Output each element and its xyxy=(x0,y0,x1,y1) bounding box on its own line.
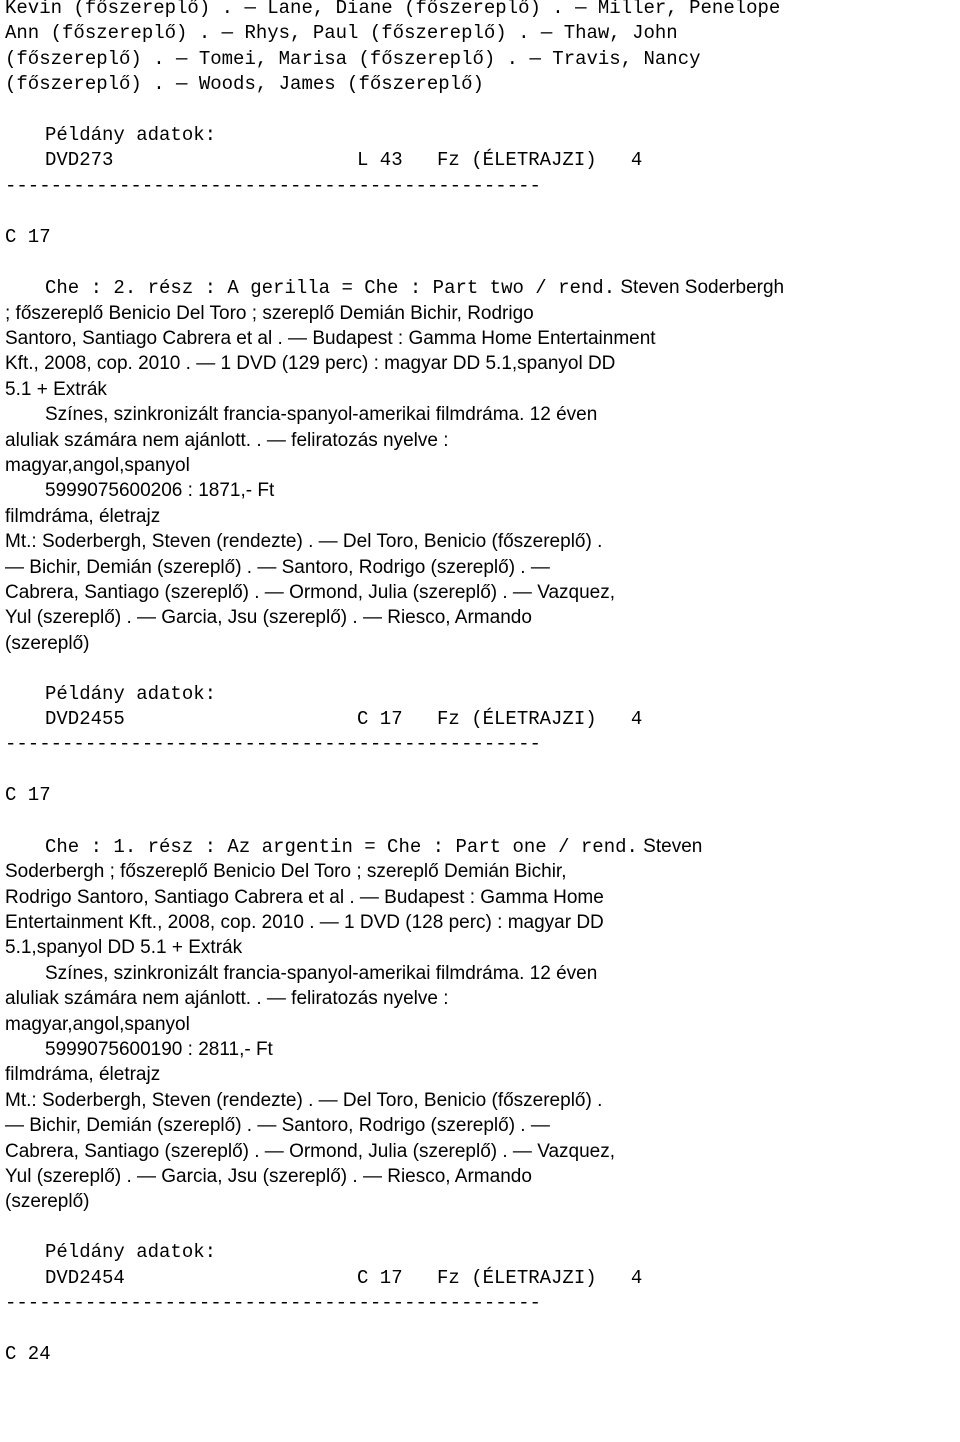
record-title-line: Entertainment Kft., 2008, cop. 2010 . ― 1 DVD (128 perc) : magyar DD xyxy=(5,912,604,934)
record-title-line: 5.1,spanyol DD 5.1 + Extrák xyxy=(5,937,243,959)
record-title-line: Che : 2. rész : A gerilla = Che : Part two / rend. Steven Soderbergh xyxy=(45,277,785,300)
record-note: magyar,angol,spanyol xyxy=(5,455,190,477)
copy-heading: Példány adatok: xyxy=(45,1241,217,1264)
copy-shelf: Fz (ÉLETRAJZI) xyxy=(437,149,597,172)
separator: ----------------------------------------------- xyxy=(5,174,541,197)
credits-line: Mt.: Soderbergh, Steven (rendezte) . ― Del Toro, Benicio (főszereplő) . xyxy=(5,531,603,553)
call-number: C 17 xyxy=(5,225,51,248)
record-note: Színes, szinkronizált francia-spanyol-amerikai filmdráma. 12 éven xyxy=(45,404,598,426)
credits-line: (szereplő) xyxy=(5,1191,90,1213)
copy-count: 4 xyxy=(630,707,643,730)
copy-count: 4 xyxy=(630,1266,643,1289)
call-number: C 24 xyxy=(5,1342,51,1365)
record-note: Színes, szinkronizált francia-spanyol-amerikai filmdráma. 12 éven xyxy=(45,962,598,984)
credits-line: (szereplő) xyxy=(5,632,90,654)
credits-line: Cabrera, Santiago (szereplő) . ― Ormond, Julia (szereplő) . ― Vazquez, xyxy=(5,581,616,603)
cast-line: (főszereplő) . ― Woods, James (főszereplő) xyxy=(5,73,484,96)
record-note: magyar,angol,spanyol xyxy=(5,1013,190,1035)
record-title-line: ; főszereplő Benicio Del Toro ; szereplő Demián Bichir, Rodrigo xyxy=(5,302,534,324)
separator: ----------------------------------------------- xyxy=(5,1291,541,1314)
credits-line: Yul (szereplő) . ― Garcia, Jsu (szereplő) . ― Riesco, Armando xyxy=(5,607,532,629)
copy-barcode: DVD273 xyxy=(45,149,114,172)
catalog-document xyxy=(5,0,957,1367)
subject: filmdráma, életrajz xyxy=(5,1064,161,1086)
copy-barcode: DVD2455 xyxy=(45,707,125,730)
record-title-line: Santoro, Santiago Cabrera et al . ― Budapest : Gamma Home Entertainment xyxy=(5,328,656,350)
record-title-line: Rodrigo Santoro, Santiago Cabrera et al . ― Budapest : Gamma Home xyxy=(5,886,604,908)
separator: ----------------------------------------------- xyxy=(5,733,541,756)
copy-count: 4 xyxy=(630,149,643,172)
record-title-line: Che : 1. rész : Az argentin = Che : Part one / rend. Steven xyxy=(45,835,703,858)
copy-location: C 17 xyxy=(357,1266,403,1289)
credits-line: Yul (szereplő) . ― Garcia, Jsu (szereplő) . ― Riesco, Armando xyxy=(5,1165,532,1187)
copy-shelf: Fz (ÉLETRAJZI) xyxy=(437,1266,597,1289)
cast-line: Ann (főszereplő) . ― Rhys, Paul (főszereplő) . ― Thaw, John xyxy=(5,22,678,45)
copy-shelf: Fz (ÉLETRAJZI) xyxy=(437,707,597,730)
record-title-line: 5.1 + Extrák xyxy=(5,378,107,400)
copy-row xyxy=(5,1266,957,1291)
cast-line: Kevin (főszereplő) . ― Lane, Diane (főszereplő) . ― Miller, Penelope xyxy=(5,0,781,19)
copy-location: L 43 xyxy=(357,149,403,172)
copy-heading: Példány adatok: xyxy=(45,123,217,146)
subject: filmdráma, életrajz xyxy=(5,505,161,527)
record-note: aluliak számára nem ajánlott. . ― feliratozás nyelve : xyxy=(5,429,449,451)
credits-line: Mt.: Soderbergh, Steven (rendezte) . ― Del Toro, Benicio (főszereplő) . xyxy=(5,1089,603,1111)
record-title-line: Soderbergh ; főszereplő Benicio Del Toro ; szereplő Demián Bichir, xyxy=(5,861,567,883)
record-title-line: Kft., 2008, cop. 2010 . ― 1 DVD (129 perc) : magyar DD 5.1,spanyol DD xyxy=(5,353,616,375)
record-note: aluliak számára nem ajánlott. . ― feliratozás nyelve : xyxy=(5,988,449,1010)
copy-heading: Példány adatok: xyxy=(45,682,217,705)
isbn-price: 5999075600190 : 2811,- Ft xyxy=(45,1039,273,1061)
copy-row xyxy=(5,707,957,732)
isbn-price: 5999075600206 : 1871,- Ft xyxy=(45,480,275,502)
cast-line: (főszereplő) . ― Tomei, Marisa (főszereplő) . ― Travis, Nancy xyxy=(5,47,701,70)
copy-row xyxy=(5,148,957,173)
credits-line: ― Bichir, Demián (szereplő) . ― Santoro, Rodrigo (szereplő) . ― xyxy=(5,556,550,578)
copy-location: C 17 xyxy=(357,707,403,730)
copy-barcode: DVD2454 xyxy=(45,1266,125,1289)
credits-line: ― Bichir, Demián (szereplő) . ― Santoro, Rodrigo (szereplő) . ― xyxy=(5,1115,550,1137)
credits-line: Cabrera, Santiago (szereplő) . ― Ormond, Julia (szereplő) . ― Vazquez, xyxy=(5,1140,616,1162)
call-number: C 17 xyxy=(5,784,51,807)
